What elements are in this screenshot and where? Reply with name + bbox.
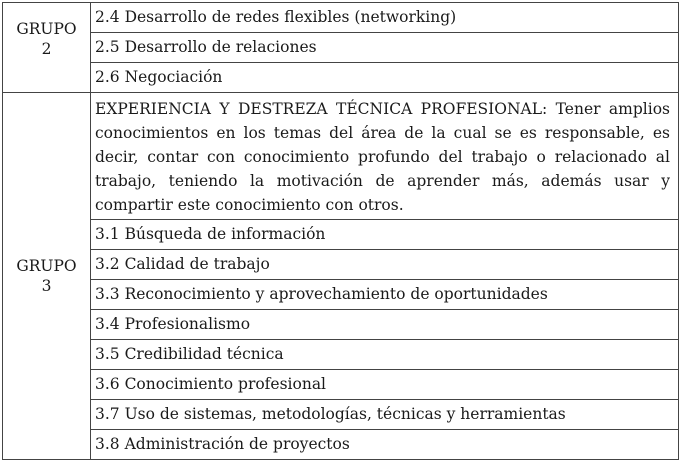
group-2-cell [3,3,91,93]
table-row [3,340,679,370]
table-row [3,400,679,430]
table-row [3,220,679,250]
table-row [3,280,679,310]
item-3-1: 3.1 Búsqueda de información [91,220,679,250]
group-3-cell [3,93,91,460]
table-row [3,370,679,400]
group-2-label: GRUPO [16,20,77,38]
item-3-6: 3.6 Conocimiento profesional [91,370,679,400]
table-row [3,33,679,63]
item-3-8: 3.8 Administración de proyectos [91,430,679,460]
group-3-description: EXPERIENCIA Y DESTREZA TÉCNICA PROFESIONAL: Tener amplios conocimientos en los temas del área de la cual se es responsable, es decir, contar con conocimiento profundo del trabajo o relacionado al trabajo, teniendo la motivación de aprender más, además usar y compartir este conocimiento con otros. [91,93,679,220]
item-2-5: 2.5 Desarrollo de relaciones [91,33,679,63]
table-row [3,310,679,340]
group-3-label: GRUPO [16,257,77,275]
table-row [3,63,679,93]
item-3-7: 3.7 Uso de sistemas, metodologías, técnicas y herramientas [91,400,679,430]
item-2-6: 2.6 Negociación [91,63,679,93]
table-row [3,430,679,460]
table-row [3,93,679,220]
item-3-3: 3.3 Reconocimiento y aprovechamiento de oportunidades [91,280,679,310]
group-2-number: 2 [41,40,52,58]
item-3-5: 3.5 Credibilidad técnica [91,340,679,370]
table-row [3,3,679,33]
item-2-4: 2.4 Desarrollo de redes flexibles (networking) [91,3,679,33]
competency-table [2,2,679,460]
item-3-2: 3.2 Calidad de trabajo [91,250,679,280]
table-row [3,250,679,280]
group-3-number: 3 [41,277,52,295]
item-3-4: 3.4 Profesionalismo [91,310,679,340]
